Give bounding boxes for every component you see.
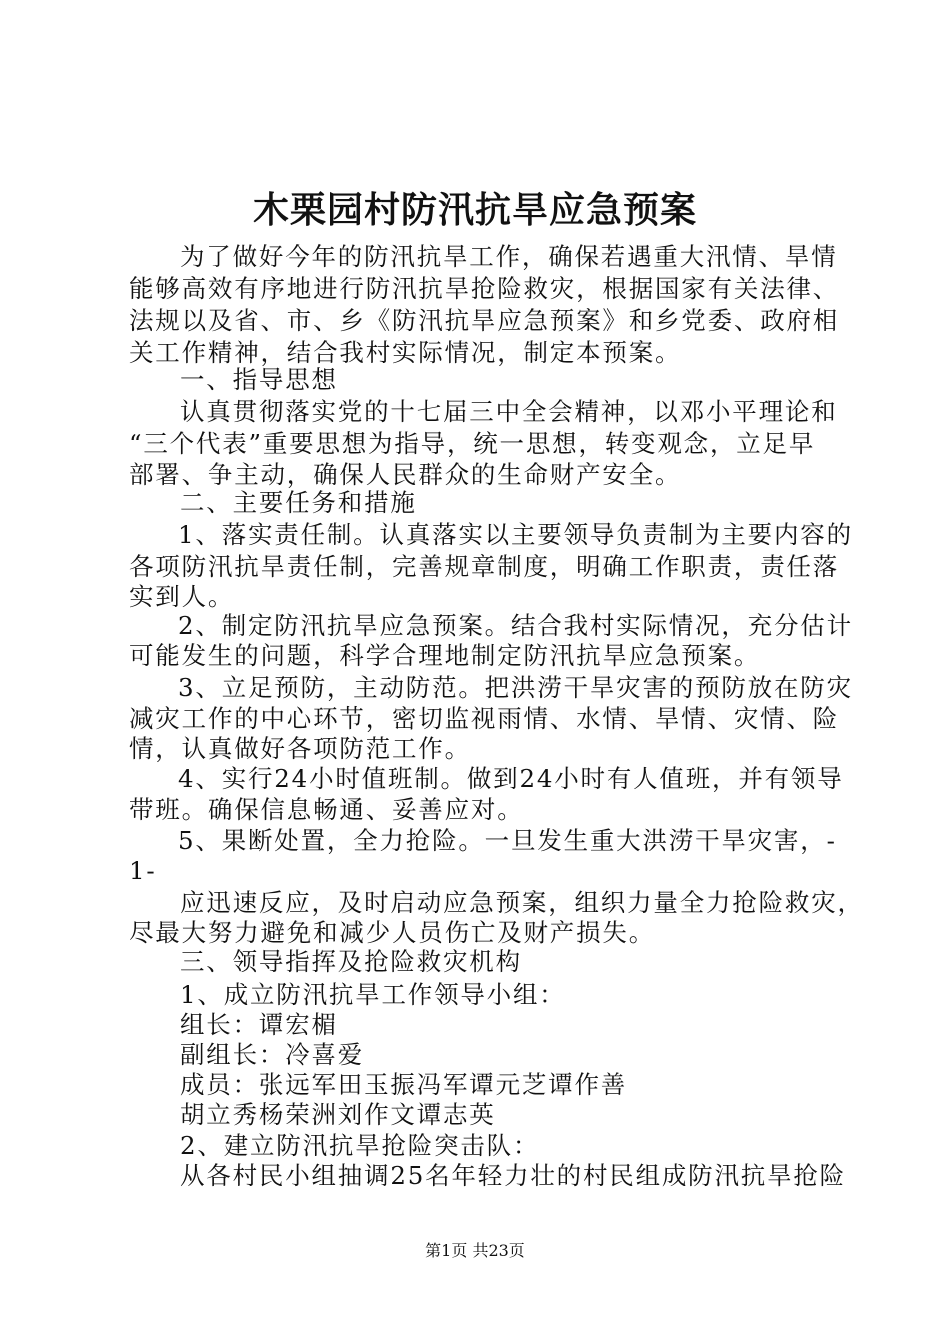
paragraph-line: 4、实行24小时值班制。做到24小时有人值班，并有领导 (178, 764, 844, 793)
section-heading: 一、指导思想 (180, 365, 338, 394)
section-heading: 二、主要任务和措施 (180, 488, 417, 517)
paragraph-line: 可能发生的问题，科学合理地制定防汛抗旱应急预案。 (129, 641, 761, 670)
page-break-marker: 1- (129, 856, 157, 885)
paragraph-line: 减灾工作的中心环节，密切监视雨情、水情、旱情、灾情、险 (129, 704, 840, 733)
paragraph-line: 组长：谭宏楣 (180, 1010, 338, 1039)
paragraph-line: 从各村民小组抽调25名年轻力壮的村民组成防汛抗旱抢险 (180, 1161, 846, 1190)
paragraph-line: 各项防汛抗旱责任制，完善规章制度，明确工作职责，责任落 (129, 552, 840, 581)
paragraph-line: 5、果断处置，全力抢险。一旦发生重大洪涝干旱灾害，- (178, 826, 837, 855)
paragraph-line: 为了做好今年的防汛抗旱工作，确保若遇重大汛情、旱情 (180, 242, 838, 271)
paragraph-line: 部署、争主动，确保人民群众的生命财产安全。 (129, 460, 682, 489)
paragraph-line: 实到人。 (129, 582, 235, 611)
section-heading: 三、领导指挥及抢险救灾机构 (180, 947, 522, 976)
paragraph-line: 能够高效有序地进行防汛抗旱抢险救灾，根据国家有关法律、 (129, 274, 840, 303)
paragraph-line: 关工作精神，结合我村实际情况，制定本预案。 (129, 338, 682, 367)
paragraph-line: 2、制定防汛抗旱应急预案。结合我村实际情况，充分估计 (178, 611, 853, 640)
paragraph-line: 副组长：冷喜爱 (180, 1040, 365, 1069)
paragraph-line: 3、立足预防，主动防范。把洪涝干旱灾害的预防放在防灾 (178, 673, 853, 702)
document-title: 木栗园村防汛抗旱应急预案 (252, 189, 697, 231)
paragraph-line: 尽最大努力避免和减少人员伤亡及财产损失。 (129, 918, 655, 947)
paragraph-line: 情，认真做好各项防范工作。 (129, 734, 471, 763)
paragraph-line: “三个代表”重要思想为指导，统一思想，转变观念，立足早 (129, 429, 816, 458)
paragraph-line: 认真贯彻落实党的十七届三中全会精神，以邓小平理论和 (180, 397, 838, 426)
paragraph-line: 成员：张远军田玉振冯军谭元芝谭作善 (180, 1070, 628, 1099)
paragraph-line: 带班。确保信息畅通、妥善应对。 (129, 795, 524, 824)
paragraph-line: 1、落实责任制。认真落实以主要领导负责制为主要内容的 (178, 520, 853, 549)
paragraph-line: 应迅速反应，及时启动应急预案，组织力量全力抢险救灾， (180, 888, 864, 917)
paragraph-line: 2、建立防汛抗旱抢险突击队： (180, 1131, 540, 1160)
page-footer: 第1页 共23页 (425, 1241, 525, 1260)
paragraph-line: 法规以及省、市、乡《防汛抗旱应急预案》和乡党委、政府相 (129, 306, 840, 335)
paragraph-line: 1、成立防汛抗旱工作领导小组： (180, 980, 566, 1009)
paragraph-line: 胡立秀杨荣洲刘作文谭志英 (180, 1100, 496, 1129)
